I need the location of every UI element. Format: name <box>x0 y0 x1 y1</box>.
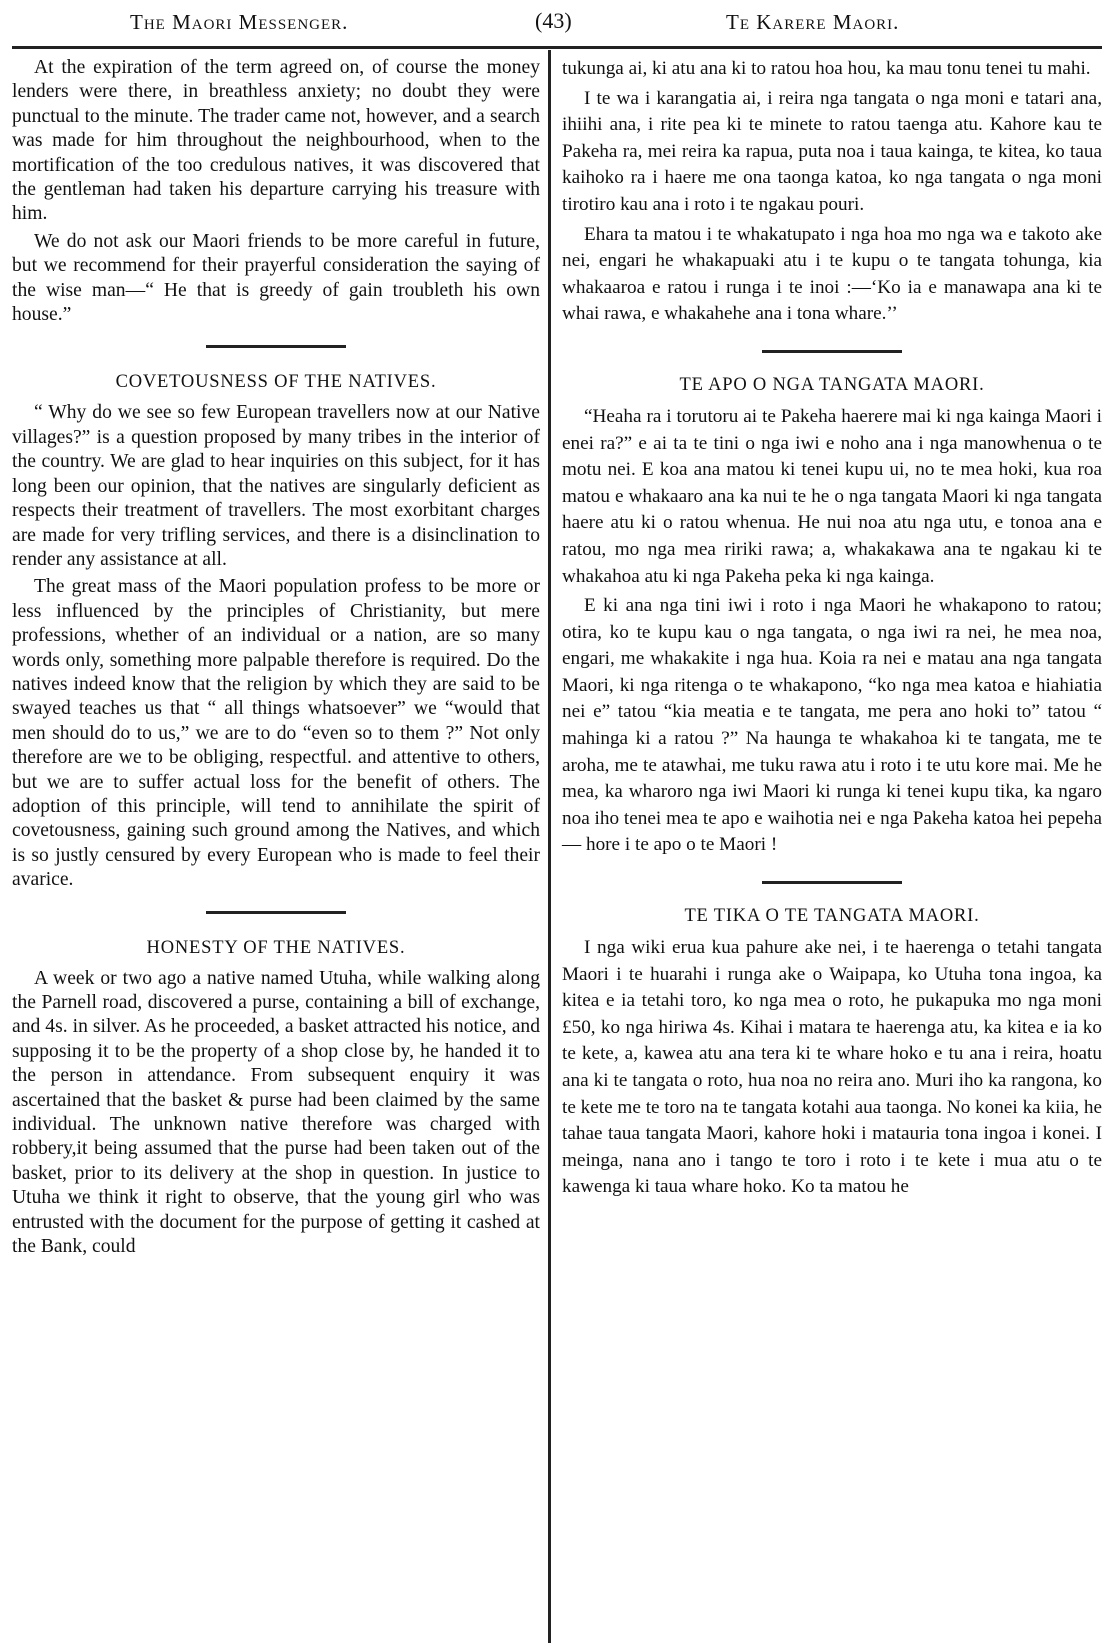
article-heading: TE TIKA O TE TANGATA MAORI. <box>684 906 980 927</box>
article-heading: HONESTY OF THE NATIVES. <box>146 937 406 958</box>
article-heading: TE APO O NGA TANGATA MAORI. <box>679 374 985 395</box>
paragraph: Ehara ta matou i te whakatupato i nga hoa mo nga wa e takoto ake nei, engari he whakapuaki atu i te kupu o te tangata tohunga, kia whakaaroa e ratou i runga i te inoi :—‘Ko ia e manawapa ana ki te whai rawa, e whakahehe ana i tona whare.’’ <box>562 223 1102 325</box>
paragraph: I nga wiki erua kua pahure ake nei, i te haerenga o tetahi tangata Maori i te huarahi i runga ake o Waipapa, ko Utuha tona ingoa, ka kitea e ia tetahi toro, ko nga mea o roto, he pukapuka mo nga moni £50, ko nga hiriwa 4s. Kihai i matara te haerenga atu, ka kitea e ia ko te kete, a, kawea atu ana tera ki te whare hoko e tu ana i reira, hoatu ana ki te tangata o roto, hua noa no reira ano. Muri iho ka rangona, ko te kete me te toro na te tangata kotahi aua taonga. No konei ka kiia, he tahae taua tangata Maori, kahore hoki i matauria tona ingoa i konei. I meinga, nana ano i tango te toro i roto i te kete i mua atu o te kawenga ki taua whare hoko. Ko ta matou he <box>562 937 1102 1198</box>
masthead-english: The Maori Messenger. <box>130 10 349 34</box>
english-column <box>12 56 540 1262</box>
masthead-maori: Te Karere Maori. <box>726 10 900 34</box>
paragraph: “Heaha ra i torutoru ai te Pakeha haerere mai ki nga kainga Maori i enei ra?” e ai ta te tini o nga iwi e noho ana i nga manowhenua o te motu nei. E koa ana matou ki tenei kupu ui, no te mea hoki, kua roa matou e whakaaro ana ka nui te he o nga tangata Maori ki nga tangata haere atu ki o ratou whenua. He nui noa atu nga utu, e tonoa ana e ratou, mo nga mea ririki rawa; a, whakakawa ana te ngakau ki te whakahoa atu ki nga Pakeha peka ki nga kainga. <box>562 405 1102 587</box>
paragraph: We do not ask our Maori friends to be more careful in future, but we recommend for their prayerful consideration the saying of the wise man—“ He that is greedy of gain troubleth his own house.” <box>12 230 540 326</box>
page-number: (43) <box>535 8 572 33</box>
section-divider <box>206 911 346 914</box>
section-divider <box>206 345 346 348</box>
paragraph: The great mass of the Maori population profess to be more or less influenced by the principles of Christianity, but mere professions, whether of an individual or a nation, are so many words only, something more palpable therefore is required. Do the natives indeed know that the religion by which they are said to be swayed teaches us that “ all things whatsoever” we “would that men should do to us,” we are to do “even so to them ?” Not only therefore are we to be obliging, respectful. and attentive to others, but we are to suffer actual loss for the benefit of others. The adoption of this principle, will tend to annihilate the spirit of covetousness, gaining such ground among the Natives, and which is so justly censured by every European who is made to feel their avarice. <box>12 576 540 891</box>
paragraph: At the expiration of the term agreed on, of course the money lenders were there, in breathless anxiety; no doubt they were punctual to the minute. The trader came not, however, and a search was made for him throughout the neighbourhood, when to the mortification of the too credulous natives, it was discovered that the gentleman had taken his departure carrying his treasure with him. <box>12 57 540 225</box>
section-divider <box>762 350 902 353</box>
paragraph: A week or two ago a native named Utuha, while walking along the Parnell road, discovered a purse, containing a bill of exchange, and 4s. in silver. As he proceeded, a basket attracted his notice, and supposing it to be the property of a shop close by, he handed it to the person in attendance. From subsequent enquiry it was ascertained that the basket & purse had been claimed by the same individual. The unknown native therefore was charged with robbery,it being assumed that the purse had been taken out of the basket, prior to its delivery at the shop in question. In justice to Utuha we think it right to observe, that the young girl who was entrusted with the document for the purpose of getting it cashed at the Bank, could <box>12 967 540 1258</box>
paragraph: tukunga ai, ki atu ana ki to ratou hoa hou, ka mau tonu tenei tu mahi. <box>562 58 1091 79</box>
page-header <box>0 6 1114 44</box>
section-divider <box>762 881 902 884</box>
article-heading: COVETOUSNESS OF THE NATIVES. <box>115 372 437 393</box>
paragraph: I te wa i karangatia ai, i reira nga tangata o nga moni e tatari ana, ihiihi ana, i rite pea ki te minete to ratou taenga atu. Kahore kau te Pakeha ra, mei reira ka rapua, puta noa i taua kainga, te kitea, ko taua kaihoko ra i haere me ona taonga katoa, ko nga tangata o nga moni tirotiro kau ana i roto i te ngakau pouri. <box>562 87 1102 215</box>
paragraph: “ Why do we see so few European travellers now at our Native villages?” is a question proposed by many tribes in the interior of the country. We are glad to hear inquiries on this subject, for it has long been our opinion, that the natives are singularly deficient as respects their treatment of travellers. The most exorbitant charges are made for very trifling services, and there is a disinclination to render any assistance at all. <box>12 402 540 570</box>
header-rule <box>12 46 1102 49</box>
maori-column <box>562 56 1102 1204</box>
paragraph: E ki ana nga tini iwi i roto i nga Maori he whakapono to ratou; otira, ko te kupu kau o nga tangata, o nga iwi ra nei, he mea noa, engari, me whakakite i nga hua. Koia ra nei e matau ana nga tangata Maori, ki nga ritenga o te whakapono, “ko nga mea katoa e hiahiatia nei e” tatou “kia meatia e te tangata, me pera ano hoki to” tatou “ mahinga ki a ratou ?” Na haunga te whakahoa ki te tangata, me te aroha, me te atawhai, me tuku rawa atu i roto i te utu kore mai. Me he mea, ka wharoro nga iwi Maori ki runga ki tenei kupu tika, ka ngaro noa iho tenei mea te apo e waihotia nei e nga Pakeha katoa hei pepeha — hore i te apo o te Maori ! <box>562 595 1102 856</box>
column-divider <box>548 50 551 1643</box>
